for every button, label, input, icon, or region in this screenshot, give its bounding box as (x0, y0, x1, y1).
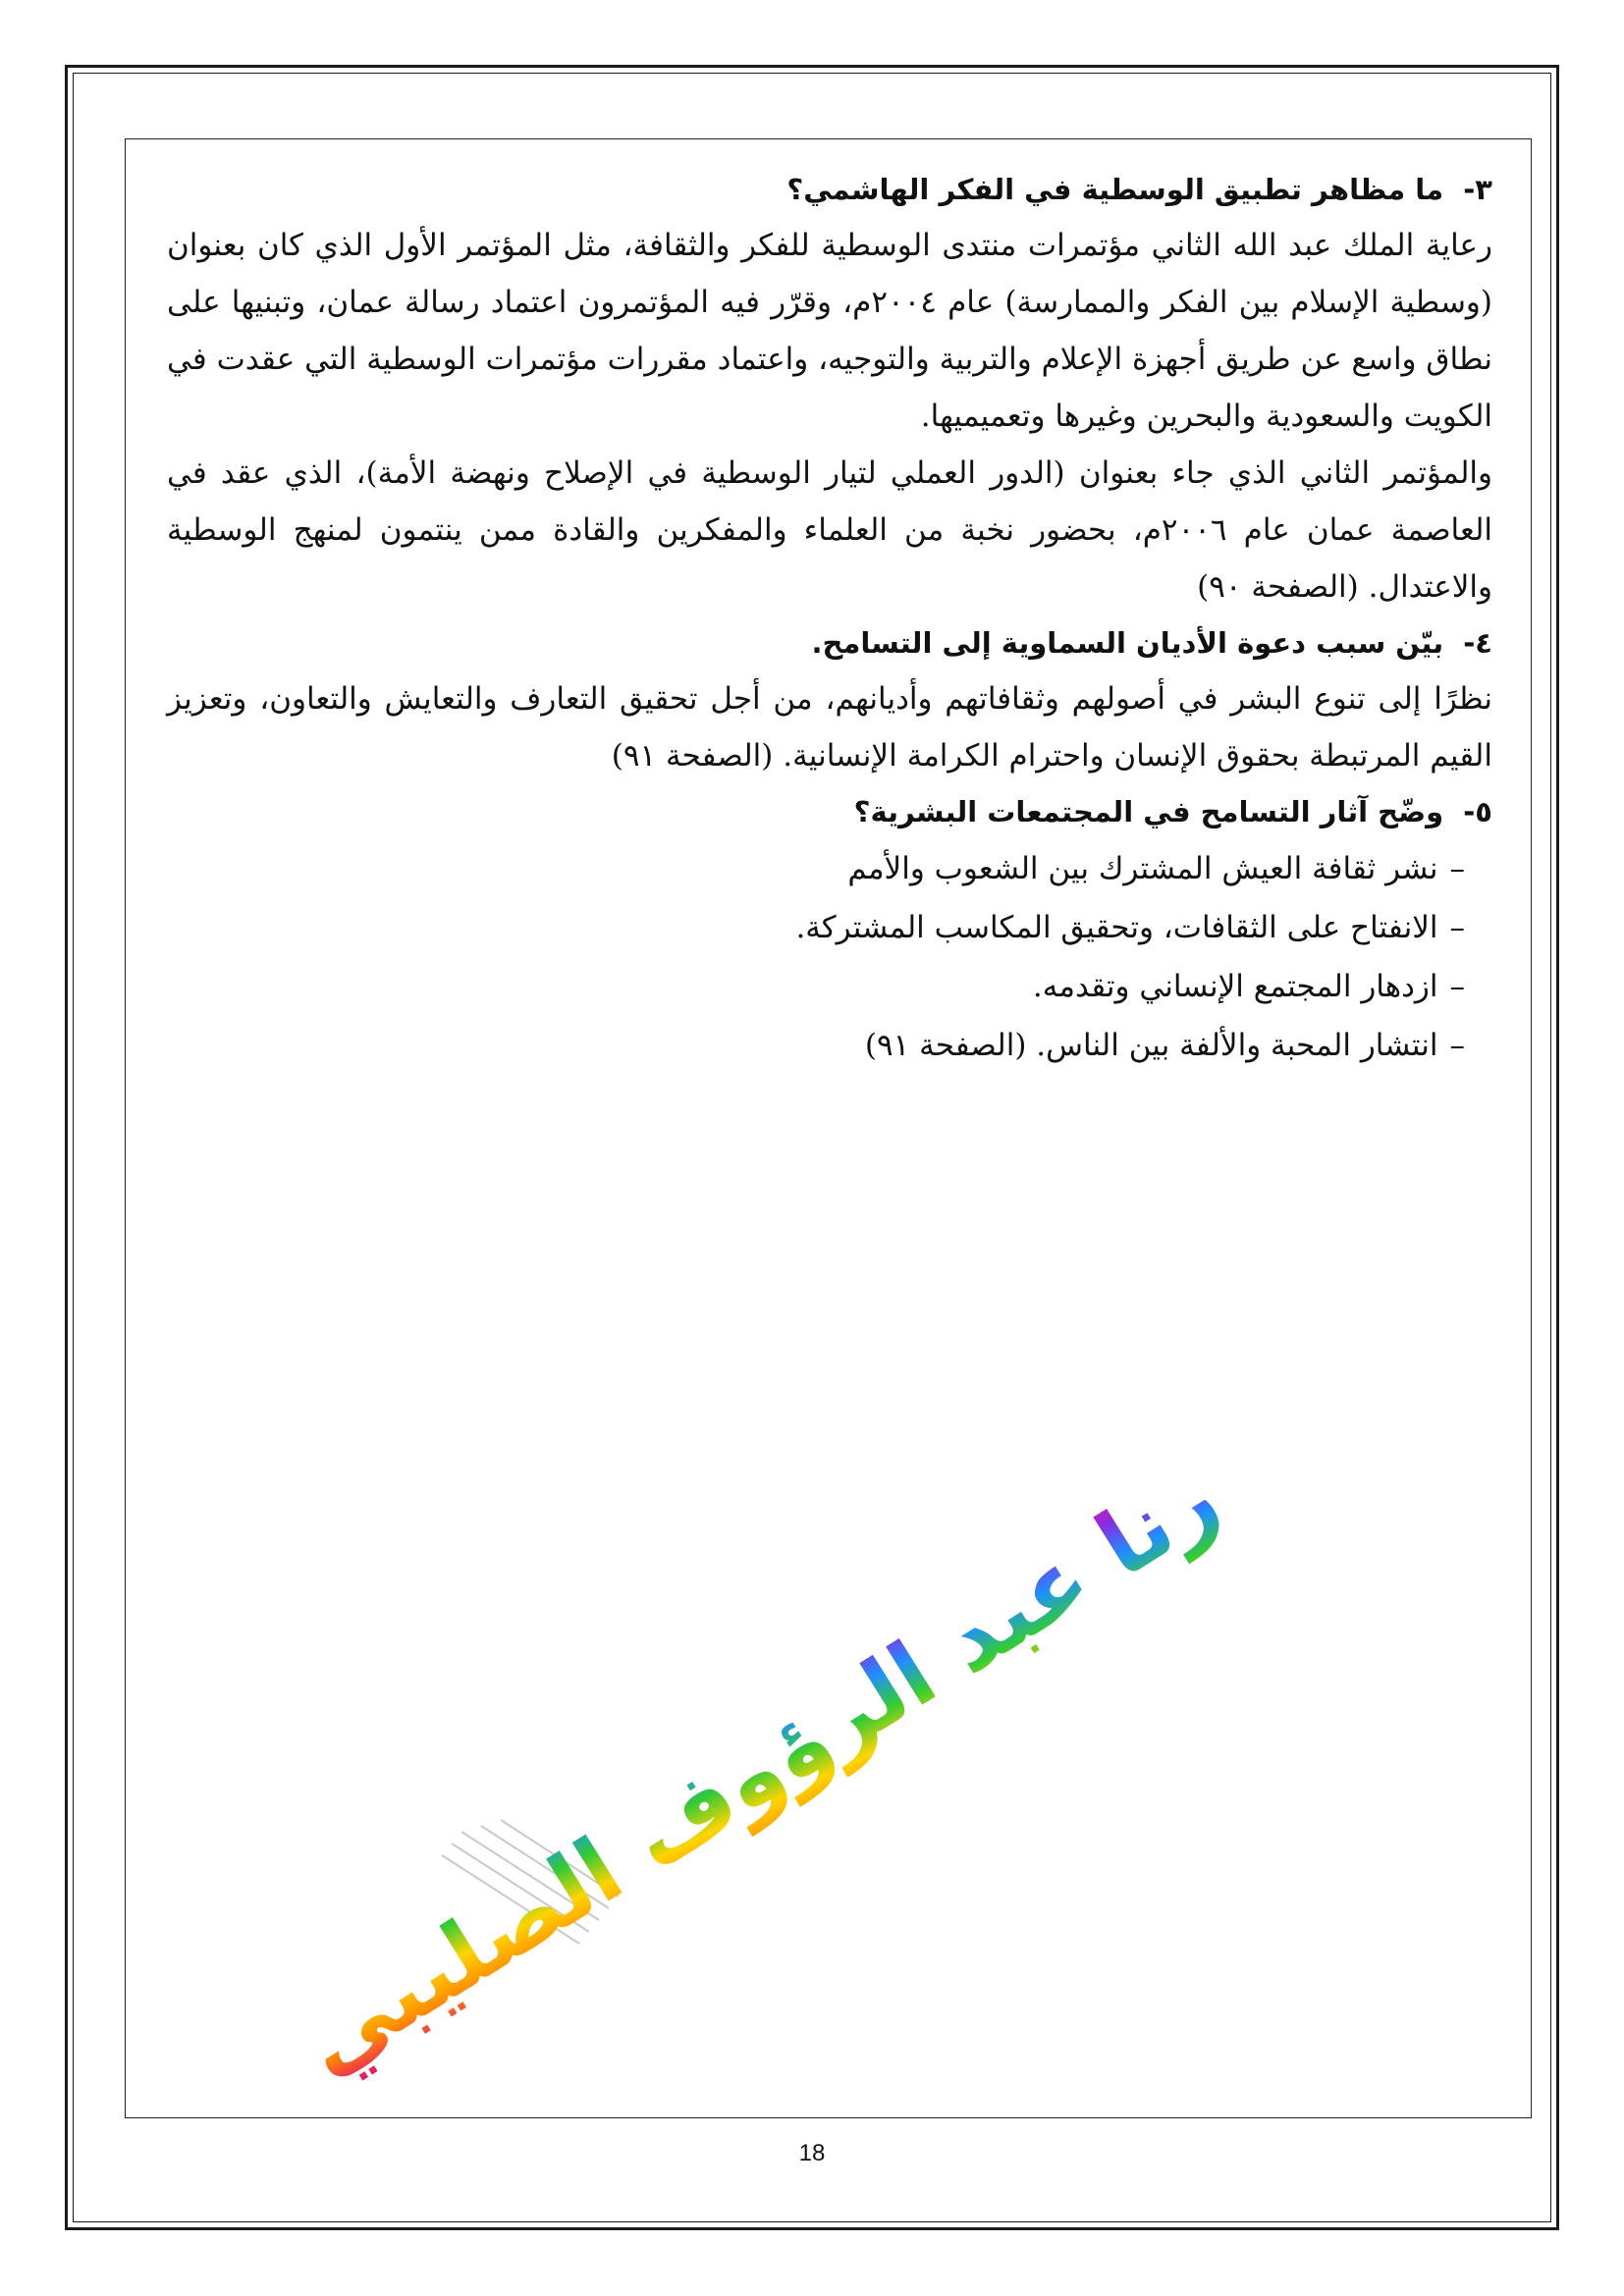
question-5-number: ٥- (1463, 795, 1492, 828)
question-5-title: وضّح آثار التسامح في المجتمعات البشرية؟ (853, 795, 1444, 828)
bullet-dash: – (1449, 851, 1465, 886)
bullet-dash: – (1449, 969, 1465, 1004)
list-item-text: انتشار المحبة والألفة بين الناس. (الصفحة ٩١) (864, 1028, 1438, 1063)
question-5-heading (167, 784, 1492, 839)
question-3-answer-paragraph-2: والمؤتمر الثاني الذي جاء بعنوان (الدور العملي لتيار الوسطية في الإصلاح ونهضة الأمة)، الذي عقد في العاصمة عمان عام ٢٠٠٦م، بحضور نخبة من العلماء والمفكرين والقادة ممن ينتمون لمنهج الوسطية والاعتدال. (الصفحة ٩٠) (167, 455, 1492, 605)
question-4-title: بيّن سبب دعوة الأديان السماوية إلى التسامح. (811, 626, 1444, 660)
question-4-answer-paragraph: نظرًا إلى تنوع البشر في أصولهم وثقافاتهم وأديانهم، من أجل تحقيق التعارف والتعايش والتعاون، وتعزيز القيم المرتبطة بحقوق الإنسان واحترام الكرامة الإنسانية. (الصفحة ٩١) (167, 681, 1492, 774)
bullet-dash: – (1449, 1028, 1465, 1063)
question-4-heading (167, 615, 1492, 670)
list-item-text: ازدهار المجتمع الإنساني وتقدمه. (1032, 969, 1438, 1004)
question-3-heading (167, 162, 1492, 217)
list-item (167, 1016, 1465, 1075)
list-item-text: الانفتاح على الثقافات، وتحقيق المكاسب المشتركة. (795, 910, 1438, 945)
list-item (167, 957, 1465, 1016)
signature-text: رنا عبد الرؤوف الصليبي (282, 1445, 1237, 2096)
list-item (167, 898, 1465, 957)
page-number: 18 (798, 2140, 826, 2166)
bullet-dash: – (1449, 910, 1465, 945)
list-item-text: نشر ثقافة العيش المشترك بين الشعوب والأمم (847, 851, 1438, 886)
author-signature-wordart (282, 1445, 1237, 2096)
list-item (167, 839, 1465, 898)
question-4-number: ٤- (1463, 626, 1492, 660)
question-5-answer-list (167, 839, 1492, 1075)
document-body (167, 162, 1492, 1075)
question-3-answer-paragraph-1: رعاية الملك عبد الله الثاني مؤتمرات منتدى الوسطية للفكر والثقافة، مثل المؤتمر الأول الذي كان بعنوان (وسطية الإسلام بين الفكر والممارسة) عام ٢٠٠٤م، وقرّر فيه المؤتمرون اعتماد رسالة عمان، وتبنيها على نطاق واسع عن طريق أجهزة الإعلام والتربية والتوجيه، واعتماد مقررات مؤتمرات الوسطية التي عقدت في الكويت والسعودية والبحرين وغيرها وتعميميها. (167, 228, 1492, 434)
question-3-title: ما مظاهر تطبيق الوسطية في الفكر الهاشمي؟ (786, 173, 1444, 206)
question-3-number: ٣- (1463, 173, 1492, 206)
